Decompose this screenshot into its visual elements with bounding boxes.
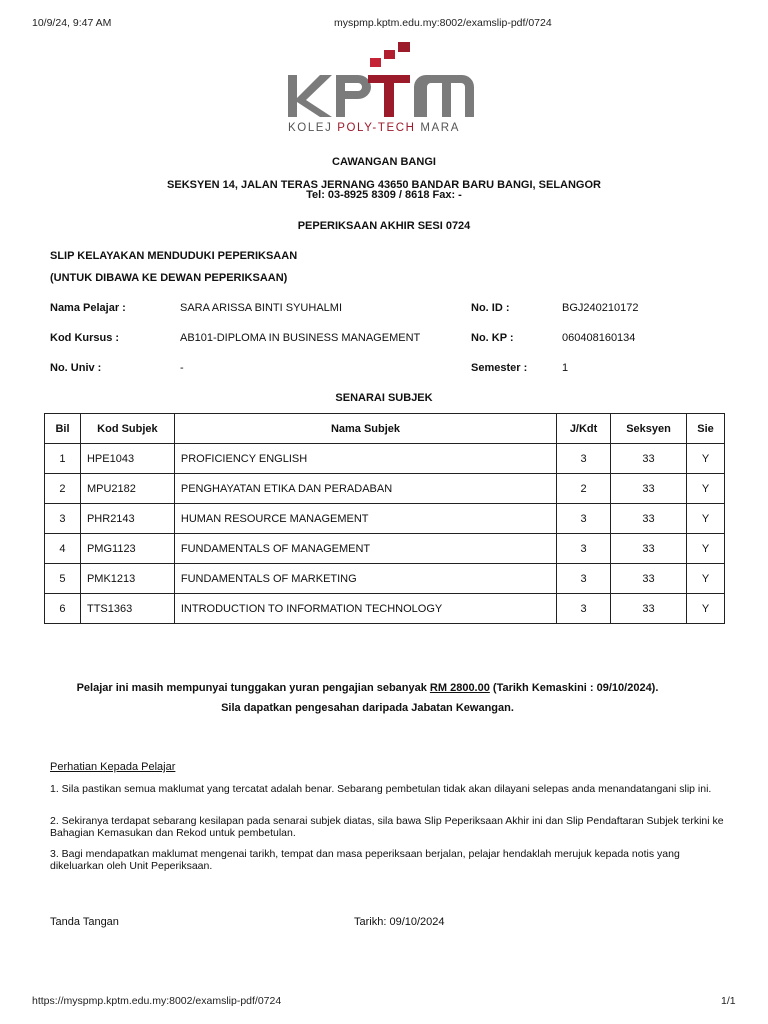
cell-nama-subjek: HUMAN RESOURCE MANAGEMENT — [174, 504, 556, 534]
fee-instruction: Sila dapatkan pengesahan daripada Jabatan Kewangan. — [221, 702, 514, 714]
student-id: BGJ240210172 — [562, 302, 639, 314]
table-row — [45, 474, 725, 504]
semester: 1 — [562, 362, 569, 374]
col-header-nama-subjek: Nama Subjek — [174, 414, 556, 444]
col-header-sie: Sie — [686, 414, 724, 444]
print-page-count: 1/1 — [721, 995, 736, 1007]
cell-bil: 4 — [45, 534, 81, 564]
print-datetime: 10/9/24, 9:47 AM — [32, 17, 112, 29]
cell-bil: 3 — [45, 504, 81, 534]
slip-title: SLIP KELAYAKAN MENDUDUKI PEPERIKSAAN — [50, 250, 298, 262]
logo-tagline-mara: MARA — [415, 122, 460, 134]
cell-kod-subjek: TTS1363 — [80, 594, 174, 624]
course-code-label: Kod Kursus : — [50, 332, 120, 344]
cell-seksyen: 33 — [611, 594, 687, 624]
slip-subtitle: (UNTUK DIBAWA KE DEWAN PEPERIKSAAN) — [50, 272, 288, 284]
logo-tagline — [288, 122, 488, 134]
cell-sie: Y — [686, 564, 724, 594]
cell-nama-subjek: FUNDAMENTALS OF MARKETING — [174, 564, 556, 594]
cell-nama-subjek: PROFICIENCY ENGLISH — [174, 444, 556, 474]
notes-title: Perhatian Kepada Pelajar — [50, 761, 176, 773]
cell-bil: 6 — [45, 594, 81, 624]
table-row — [45, 444, 725, 474]
cell-jkdt: 2 — [557, 474, 611, 504]
subject-list-title: SENARAI SUBJEK — [335, 392, 433, 404]
table-row — [45, 534, 725, 564]
signature-date: Tarikh: 09/10/2024 — [354, 916, 445, 928]
cell-jkdt: 3 — [557, 564, 611, 594]
cell-kod-subjek: PHR2143 — [80, 504, 174, 534]
signature-label: Tanda Tangan — [50, 916, 119, 928]
student-name-label: Nama Pelajar : — [50, 302, 126, 314]
course-code: AB101-DIPLOMA IN BUSINESS MANAGEMENT — [180, 332, 421, 344]
semester-label: Semester : — [471, 362, 528, 374]
cell-kod-subjek: PMK1213 — [80, 564, 174, 594]
cell-kod-subjek: PMG1123 — [80, 534, 174, 564]
cell-bil: 1 — [45, 444, 81, 474]
cell-jkdt: 3 — [557, 444, 611, 474]
cell-seksyen: 33 — [611, 504, 687, 534]
fee-notice — [0, 682, 735, 694]
cell-jkdt: 3 — [557, 534, 611, 564]
cell-seksyen: 33 — [611, 474, 687, 504]
cell-kod-subjek: MPU2182 — [80, 474, 174, 504]
student-name: SARA ARISSA BINTI SYUHALMI — [180, 302, 342, 314]
table-row — [45, 594, 725, 624]
cell-seksyen: 33 — [611, 444, 687, 474]
subject-table-header — [45, 414, 725, 444]
cell-kod-subjek: HPE1043 — [80, 444, 174, 474]
univ-number-label: No. Univ : — [50, 362, 102, 374]
univ-number: - — [180, 362, 184, 374]
print-page-title: myspmp.kptm.edu.my:8002/examslip-pdf/0724 — [334, 17, 552, 29]
col-header-bil: Bil — [45, 414, 81, 444]
col-header-jkdt: J/Kdt — [557, 414, 611, 444]
cell-sie: Y — [686, 504, 724, 534]
table-row — [45, 564, 725, 594]
cell-sie: Y — [686, 474, 724, 504]
table-row — [45, 504, 725, 534]
fee-amount: RM 2800.00 — [429, 682, 490, 694]
ic-number: 060408160134 — [562, 332, 636, 344]
cell-seksyen: 33 — [611, 534, 687, 564]
cell-jkdt: 3 — [557, 504, 611, 534]
campus-contact: Tel: 03-8925 8309 / 8618 Fax: - — [306, 189, 462, 201]
exam-session: PEPERIKSAAN AKHIR SESI 0724 — [297, 220, 471, 232]
cell-nama-subjek: FUNDAMENTALS OF MANAGEMENT — [174, 534, 556, 564]
print-footer-url: https://myspmp.kptm.edu.my:8002/examslip-pdf/0724 — [32, 995, 282, 1007]
cell-nama-subjek: PENGHAYATAN ETIKA DAN PERADABAN — [174, 474, 556, 504]
cell-bil: 2 — [45, 474, 81, 504]
cell-sie: Y — [686, 444, 724, 474]
cell-nama-subjek: INTRODUCTION TO INFORMATION TECHNOLOGY — [174, 594, 556, 624]
student-id-label: No. ID : — [471, 302, 510, 314]
note-item-1: 1. Sila pastikan semua maklumat yang tercatat adalah benar. Sebarang pembetulan tidak akan dilayani selepas anda menandatangani slip ini. — [50, 783, 712, 795]
fee-update-date: (Tarikh Kemaskini : 09/10/2024). — [489, 682, 659, 694]
fee-notice-text: Pelajar ini masih mempunyai tunggakan yuran pengajian sebanyak — [76, 682, 430, 694]
ic-number-label: No. KP : — [471, 332, 514, 344]
cell-sie: Y — [686, 534, 724, 564]
cell-seksyen: 33 — [611, 564, 687, 594]
branch-name: CAWANGAN BANGI — [332, 156, 436, 168]
col-header-seksyen: Seksyen — [611, 414, 687, 444]
cell-sie: Y — [686, 594, 724, 624]
kptm-logo — [286, 40, 486, 140]
logo-tagline-polytech: POLY-TECH — [337, 122, 416, 134]
campus-address: SEKSYEN 14, JALAN TERAS JERNANG 43650 BANDAR BARU BANGI, SELANGOR — [167, 179, 601, 191]
col-header-kod-subjek: Kod Subjek — [80, 414, 174, 444]
cell-jkdt: 3 — [557, 594, 611, 624]
logo-tagline-kolej: KOLEJ — [288, 122, 338, 134]
subject-table — [44, 413, 725, 624]
cell-bil: 5 — [45, 564, 81, 594]
note-item-2: 2. Sekiranya terdapat sebarang kesilapan pada senarai subjek diatas, sila bawa Slip Peperiksaan Akhir ini dan Slip Pendaftaran Subjek terkini ke Bahagian Kemasukan dan Rekod untuk pembetulan. — [50, 815, 724, 839]
note-item-3: 3. Bagi mendapatkan maklumat mengenai tarikh, tempat dan masa peperiksaan berjalan, pelajar hendaklah merujuk kepada notis yang dikeluarkan oleh Unit Peperiksaan. — [50, 848, 680, 872]
